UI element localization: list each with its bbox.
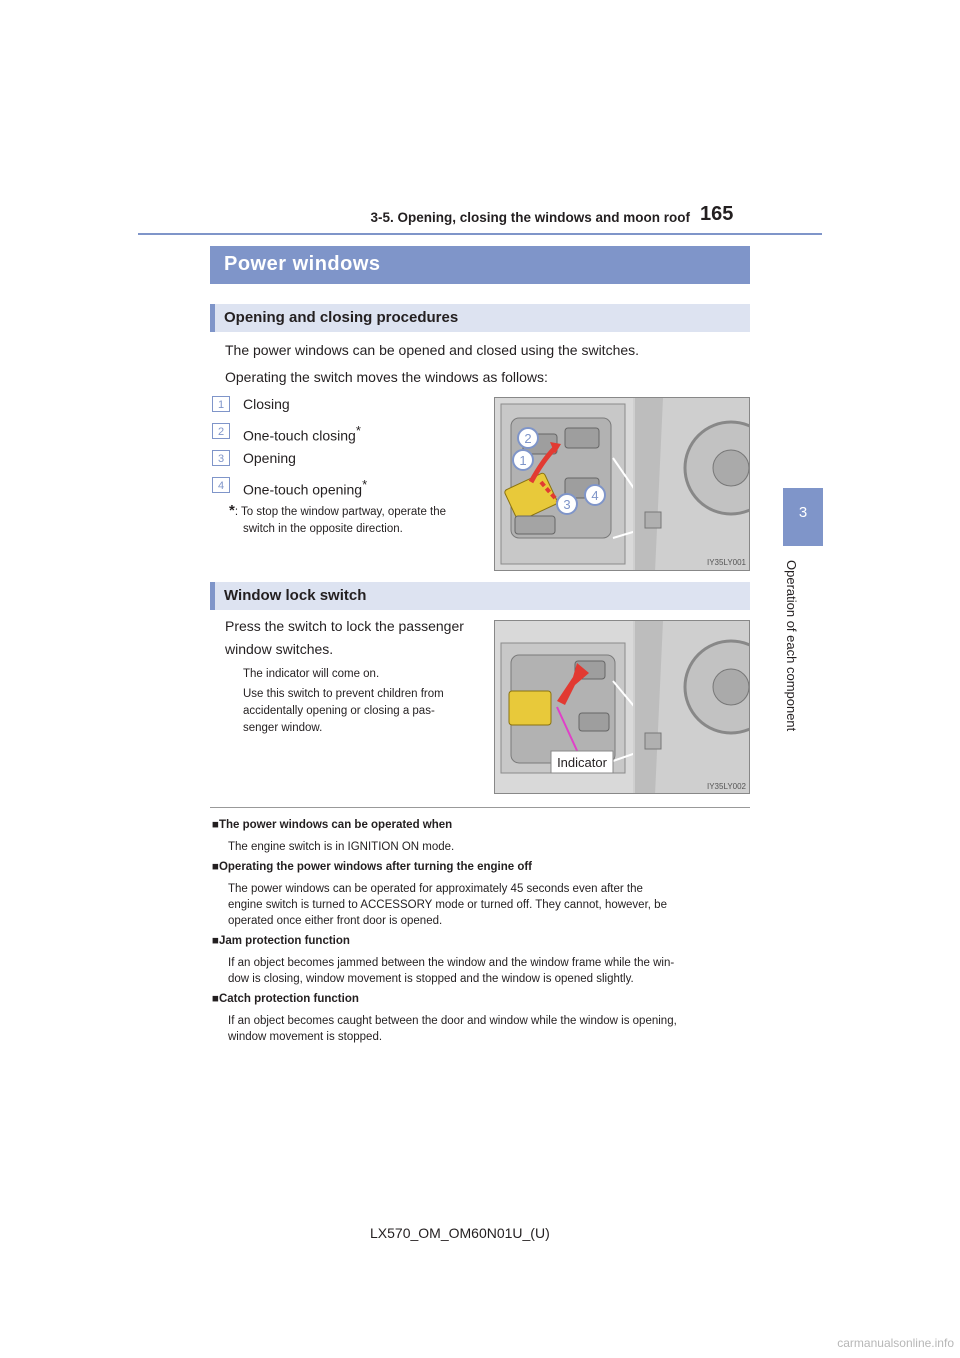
step-number-4: 4 [212, 477, 230, 493]
note-heading: ■The power windows can be operated when [212, 819, 453, 831]
note-body: If an object becomes jammed between the window and the window frame while the win- dow is closing, window movement is stopped and the window is opened slightly. [228, 957, 675, 985]
lock-note-1: The indicator will come on. [243, 668, 380, 680]
header-rule [138, 233, 822, 235]
footer-document-code: LX570_OM_OM60N01U_(U) [370, 1225, 550, 1241]
figure-callout-4: 4 [591, 488, 599, 503]
footnote-line-1: : To stop the window partway, operate the [234, 506, 447, 518]
lock-text-line-1: Press the switch to lock the passenger [225, 618, 464, 634]
page-number: 165 [700, 203, 734, 225]
step-number-3: 3 [212, 450, 230, 466]
footnote-mark: * [229, 502, 235, 519]
step-label-closing: Closing [243, 396, 290, 412]
step-label-one-touch-closing: One-touch closing* [243, 423, 361, 444]
note-bullet: ■ [212, 819, 219, 831]
section-heading-window-lock-text: Window lock switch [224, 587, 367, 604]
figure-window-switch-illustration [495, 398, 750, 571]
lock-text-line-2: window switches. [225, 641, 334, 657]
section-heading-opening-text: Opening and closing procedures [224, 309, 459, 326]
section-heading-window-lock [210, 582, 750, 610]
note-body: If an object becomes caught between the door and window while the window is opening, window movement is stopped. [228, 1015, 677, 1043]
lock-note-2-line-1: Use this switch to prevent children from [243, 688, 444, 700]
lock-note-2-line-2: accidentally opening or closing a pas- [243, 705, 435, 717]
note-bullet: ■ [212, 861, 219, 873]
intro-text-1: The power windows can be opened and closed using the switches. [225, 342, 640, 358]
note-bullet: ■ [212, 935, 219, 947]
lock-note-2-line-3: senger window. [243, 722, 323, 734]
page-title-bar [210, 246, 750, 284]
note-bullet: ■ [212, 993, 219, 1005]
figure-callout-3: 3 [563, 497, 571, 512]
header-section-title: 3-5. Opening, closing the windows and moon roof [370, 210, 690, 225]
step-label-opening: Opening [243, 450, 296, 466]
note-heading: ■Catch protection function [212, 993, 359, 1005]
figure-window-lock [494, 620, 750, 794]
step-number-2: 2 [212, 423, 230, 439]
figure-window-lock-illustration [495, 621, 750, 794]
notes-rule [210, 807, 750, 808]
watermark-link[interactable]: carmanualsonline.info [837, 1336, 954, 1350]
chapter-title [777, 560, 801, 750]
figure-code: IY35LY002 [707, 782, 746, 791]
footnote [229, 502, 446, 521]
figure-callout-2: 2 [524, 431, 532, 446]
chapter-tab[interactable]: 3 [783, 488, 823, 546]
figure-code: IY35LY001 [707, 558, 746, 567]
figure-window-switch [494, 397, 750, 571]
indicator-label: Indicator [557, 755, 607, 770]
step-number-1: 1 [212, 396, 230, 412]
page-title: Power windows [224, 253, 381, 275]
footnote-line-2: switch in the opposite direction. [243, 523, 403, 535]
figure-callout-1: 1 [519, 453, 527, 468]
note-body: The power windows can be operated for approximately 45 seconds even after the engine switch is turned to ACCESSORY mode or turned off. They cannot, however, be operated once either front door is opened. [228, 883, 667, 927]
step-label-one-touch-opening: One-touch opening* [243, 477, 368, 498]
note-heading: ■Operating the power windows after turning the engine off [212, 861, 533, 873]
footnote-star: * [362, 477, 368, 492]
section-heading-opening [210, 304, 750, 332]
note-heading: ■Jam protection function [212, 935, 350, 947]
intro-text-2: Operating the switch moves the windows as follows: [225, 369, 548, 385]
note-body: The engine switch is in IGNITION ON mode. [228, 841, 455, 853]
footnote-star: * [355, 423, 361, 438]
chapter-title-text: Operation of each component [784, 560, 799, 732]
